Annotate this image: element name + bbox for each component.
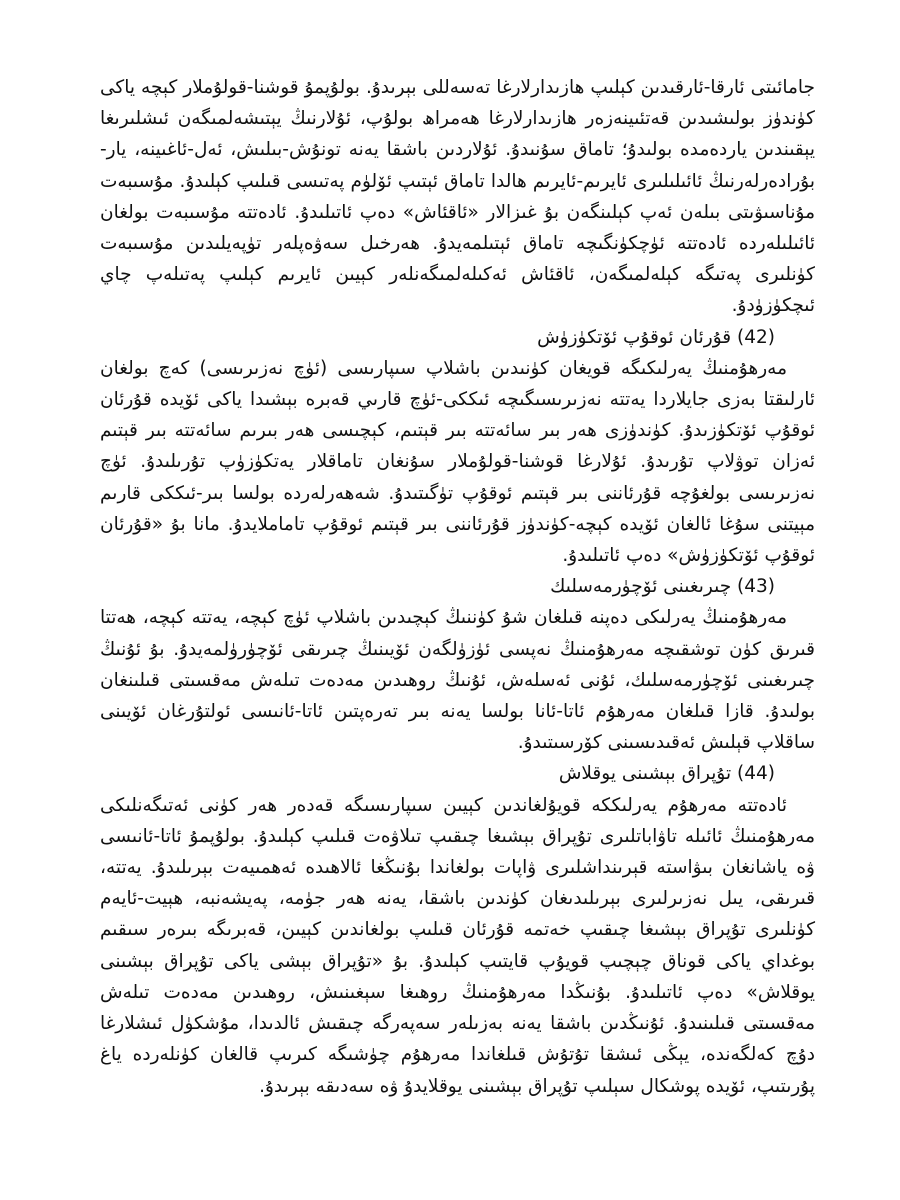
section-44-paragraph: ئادەتتە مەرھۇم يەرلىككە قويۇلغاندىن كېيىن سىپارىسىگە قەدەر ھەر كۈنى ئەتىگەنلىكى مەرھۇمنىڭ ئائىلە تاۋاباتلىرى تۇپراق بېشىغا چىقىپ تىلاۋەت قىلىپ كېلىدۇ. بولۇپمۇ ئاتا-ئانىسى ۋە ياشانغان بىۋاستە قېرىنداشلىرى ۋاپات بولغاندا بۇنىڭغا ئالاھىدە ئەھمىيەت بېرىلىدۇ. يەتتە، قىرىقى، يىل نەزىرلىرى بېرىلىدىغان كۈندىن باشقا، يەنە ھەر جۈمە، پەيشەنبە، ھېيت-ئايەم كۈنلىرى تۇپراق بېشىغا چىقىپ خەتمە قۇرئان قىلىپ بولغاندىن كېيىن، قەبرىگە بىرەر سىقىم بوغداي ياكى قوناق چېچىپ قويۇپ قايتىپ كېلىدۇ. بۇ «تۇپراق بېشى ياكى تۇپراق بېشىنى يوقلاش» دەپ ئاتىلىدۇ. بۇنىڭدا مەرھۇمنىڭ روھىغا سېغىنىش، روھىدىن مەدەت تىلەش مەقسىتى قىلىنىدۇ. ئۇنىڭدىن باشقا يەنە بەزىلەر سەپەرگە چىقىش ئالدىدا، مۇشكۈل ئىشلارغا دۇچ كەلگەندە، يېڭى ئىشقا تۇتۇش قىلغاندا مەرھۇم چۈشىگە كىرىپ قالغان كۈنلەردە ياغ پۇرىتىپ، ئۆيدە پوشكال سېلىپ تۇپراق بېشىنى يوقلايدۇ ۋە سەدىقە بېرىدۇ. bbox=[100, 794, 815, 1097]
section-heading-43: (43) چىرىغىنى ئۆچۈرمەسلىك bbox=[550, 576, 775, 598]
section-heading-44: (44) تۇپراق بېشىنى يوقلاش bbox=[558, 763, 775, 785]
intro-paragraph: جامائىتى ئارقا-ئارقىدىن كېلىپ ھازىدارلارغا تەسەللى بېرىدۇ. بولۇپمۇ قوشنا-قولۇملار كېچە ياكى كۈندۈز بولىشىدىن قەتئىينەزەر ھازىدارلارغا ھەمراھ بولۇپ، ئۇلارنىڭ يېتىشەلمىگەن ئىشلىرىغا يېقىندىن ياردەمدە بولىدۇ؛ تاماق سۇنىدۇ. ئۇلاردىن باشقا يەنە تونۇش-بىلىش، ئەل-ئاغىينە، يار-بۇرادەرلەرنىڭ ئائىلىلىرى ئايرىم-ئايرىم ھالدا تاماق ئېتىپ ئۆلۈم پەتىسى قىلىپ كېلىدۇ. مۇسىبەت مۇناسىۋىتى بىلەن ئەپ كېلىنگەن بۇ غىزالار «ئاقئاش» دەپ ئاتىلىدۇ. ئادەتتە مۇسىبەت بولغان ئائىلىلەردە ئادەتتە ئۈچكۈنگىچە تاماق ئېتىلمەيدۇ. ھەرخىل سەۋەپلەر تۈپەيلىدىن مۇسىبەت كۈنلىرى پەتىگە كېلەلمىگەن، ئاقئاش ئەكىلەلمىگەنلەر كېيىن ئايرىم كېلىپ پەتىلەپ چاي ئىچكۈزۈدۇ. bbox=[100, 77, 815, 317]
section-43-paragraph: مەرھۇمنىڭ يەرلىكى دەپنە قىلغان شۇ كۈننىڭ كېچىدىن باشلاپ ئۈچ كېچە، يەتتە كېچە، ھەتتا قىرىق كۈن توشقىچە مەرھۇمنىڭ نەپسى ئۈزۈلگەن ئۆيىنىڭ چىرىقى ئۆچۈرۈلمەيدۇ. بۇ ئۇنىڭ چىرىغىنى ئۆچۈرمەسلىك، ئۇنى ئەسلەش، ئۇنىڭ روھىدىن مەدەت تىلەش مەقسىتى قىلىنغان بولىدۇ. قازا قىلغان مەرھۇم ئاتا-ئانا بولسا يەنە بىر تەرەپتىن ئاتا-ئانىسى ئولتۇرغان ئۆيىنى ساقلاپ قېلىش ئەقىدىسىنى كۆرسىتىدۇ. bbox=[100, 607, 815, 754]
section-42-paragraph: مەرھۇمنىڭ يەرلىكىگە قويغان كۈنىدىن باشلاپ سىپارىسى (ئۈچ نەزىرىسى) كەچ بولغان ئارلىقتا بەزى جايلاردا يەتتە نەزىرىسىگىچە ئىككى-ئۈچ قارىي قەبرە بېشىدا ياكى ئۆيدە قۇرئان ئوقۇپ ئۆتكۈزىدۇ. كۈندۈزى ھەر بىر سائەتتە بىر قېتىم، كېچىسى ھەر بىرىم سائەتتە بىر قېتىم ئەزان توۋلاپ تۇرىدۇ. ئۇلارغا قوشنا-قولۇملار سۇنغان تاماقلار يەتكۈزۈپ تۇرىلىدۇ. ئۈچ نەزىرىسى بولغۇچە قۇرئاننى بىر قېتىم ئوقۇپ تۈگىتىدۇ. شەھەرلەردە بولسا بىر-ئىككى قارىم مېيتنى سۇغا ئالغان ئۆيدە كېچە-كۈندۈز قۇرئاننى بىر قېتىم ئوقۇپ تاماملايدۇ. مانا بۇ «قۇرئان ئوقۇپ ئۆتكۈزۈش» دەپ ئاتىلىدۇ. bbox=[100, 357, 815, 567]
section-heading-42: (42) قۇرئان ئوقۇپ ئۆتكۈزۈش bbox=[537, 326, 775, 348]
document-page bbox=[100, 72, 815, 1102]
